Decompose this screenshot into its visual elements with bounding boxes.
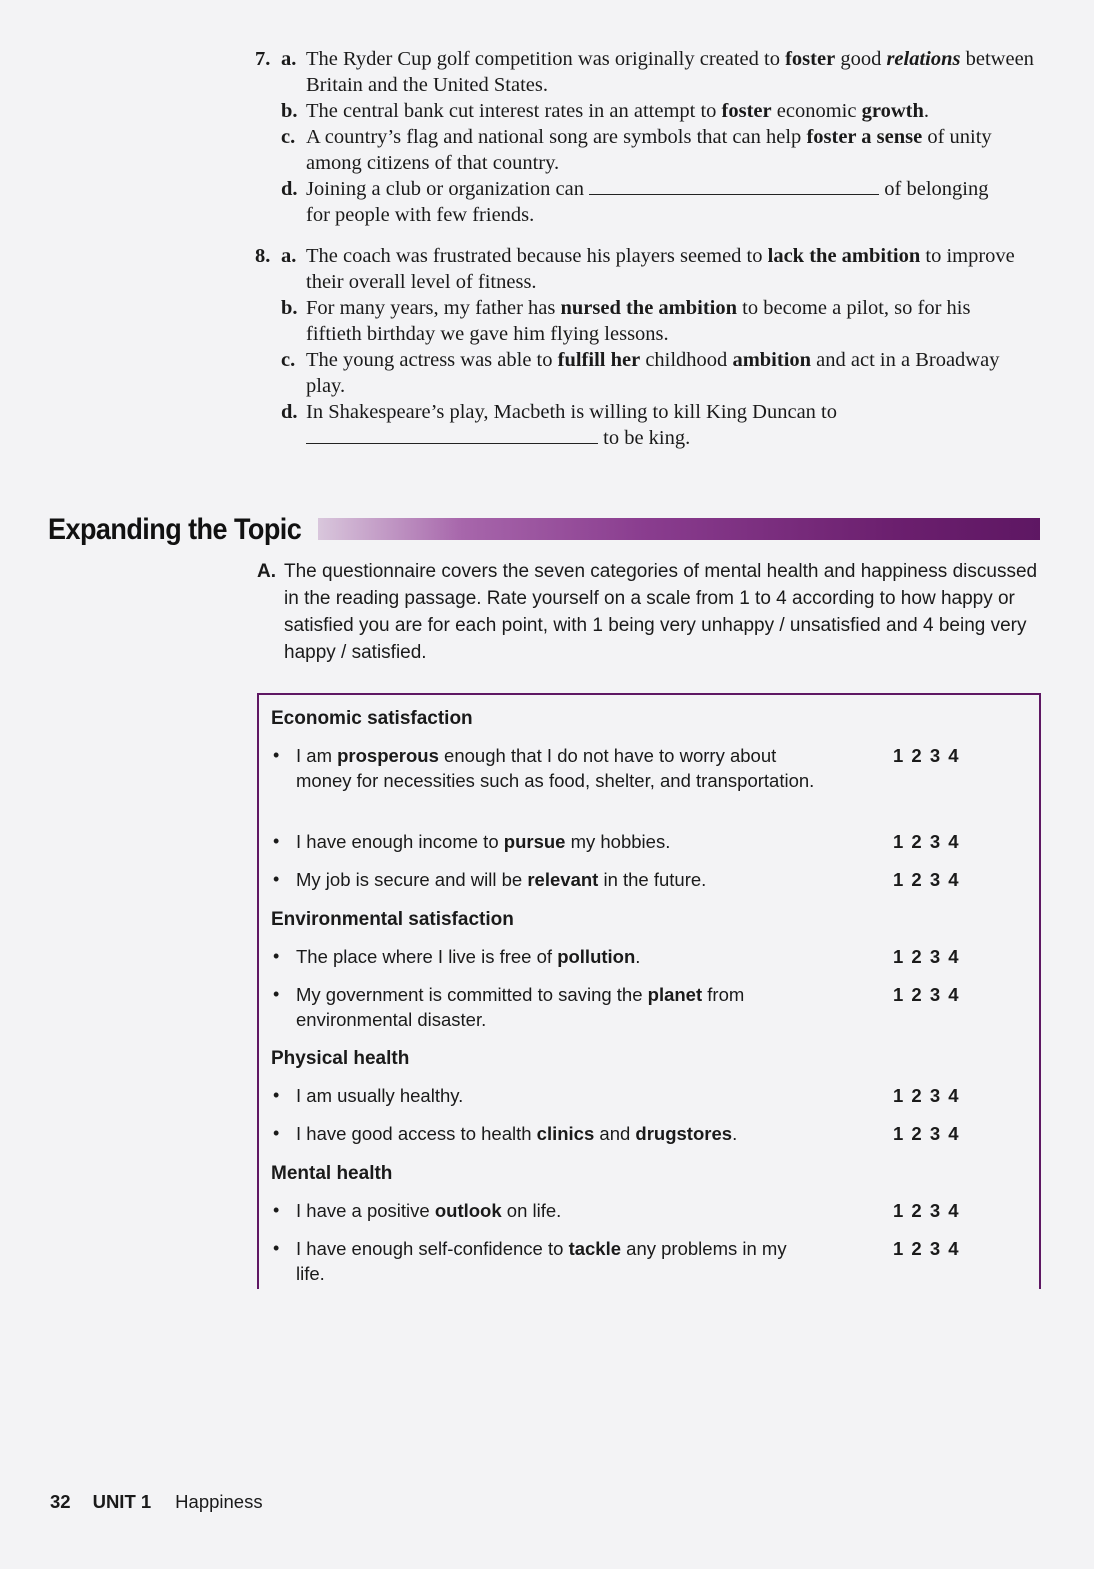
sentence-text: of belonging for people with few friends. bbox=[306, 178, 989, 226]
sentence-text: good bbox=[835, 48, 887, 70]
bullet-icon: • bbox=[273, 1238, 280, 1258]
bullet-icon: • bbox=[273, 831, 280, 851]
item-letter: a. bbox=[281, 245, 297, 267]
key-phrase: foster bbox=[721, 100, 772, 122]
rating-scale[interactable]: 1 2 3 4 bbox=[893, 946, 961, 967]
item-letter: b. bbox=[281, 100, 298, 122]
rating-scale[interactable]: 1 2 3 4 bbox=[893, 831, 961, 852]
item-letter: d. bbox=[281, 178, 298, 200]
category-title: Mental health bbox=[271, 1163, 393, 1184]
instruction-text: The questionnaire covers the seven categories of mental health and happiness discussed in the reading passage. Rate yourself on a scale from 1 to 4 according to how happy or satisfied you are for each point, with 1 being very unhappy / unsatisfied and 4 being very happy / satisfied. bbox=[284, 561, 1038, 663]
section-header bbox=[48, 510, 1043, 550]
key-phrase: growth bbox=[861, 100, 924, 122]
item-letter: d. bbox=[281, 401, 298, 423]
unit-topic: Happiness bbox=[175, 1491, 263, 1512]
sentence-text: Joining a club or organization can bbox=[306, 178, 590, 200]
sentence-text: In Shakespeare’s play, Macbeth is willing to kill King Duncan to bbox=[306, 401, 837, 423]
sentence-text: and act in a Broadway play. bbox=[306, 349, 1000, 397]
exercise-7a bbox=[255, 46, 1055, 98]
item-text: I have enough income to pursue my hobbies. bbox=[296, 831, 671, 852]
exercise-8d bbox=[255, 399, 1055, 451]
sentence-text: A country’s flag and national song are symbols that can help bbox=[306, 126, 807, 148]
key-phrase: lack the ambition bbox=[767, 245, 921, 267]
rating-scale[interactable]: 1 2 3 4 bbox=[893, 1238, 961, 1259]
sentence-text: For many years, my father has bbox=[306, 297, 561, 319]
bullet-icon: • bbox=[273, 869, 280, 889]
answer-blank[interactable] bbox=[589, 176, 879, 195]
sentence-text: The coach was frustrated because his players seemed to bbox=[306, 245, 768, 267]
rating-scale[interactable]: 1 2 3 4 bbox=[893, 1085, 961, 1106]
exercise-7c bbox=[255, 124, 1055, 176]
bullet-icon: • bbox=[273, 1123, 280, 1143]
item-text: I am usually healthy. bbox=[296, 1085, 464, 1106]
sentence-text: to become a pilot, so for his fiftieth birthday we gave him flying lessons. bbox=[306, 297, 971, 345]
bullet-icon: • bbox=[273, 984, 280, 1004]
exercise-8b bbox=[255, 295, 1055, 347]
section-title: Expanding the Topic bbox=[48, 513, 302, 546]
sentence-text: to be king. bbox=[598, 427, 691, 449]
item-letter: a. bbox=[281, 48, 297, 70]
item-text: I have a positive outlook on life. bbox=[296, 1200, 562, 1221]
bullet-icon: • bbox=[273, 1200, 280, 1220]
sentence-text: to improve their overall level of fitness. bbox=[306, 245, 1015, 293]
sentence-text: The central bank cut interest rates in an attempt to bbox=[306, 100, 722, 122]
category-title: Economic satisfaction bbox=[271, 708, 473, 729]
answer-blank[interactable] bbox=[306, 425, 598, 444]
key-phrase: relations bbox=[886, 48, 961, 70]
exercise-7d bbox=[255, 176, 1055, 228]
sentence-text: between Britain and the United States. bbox=[306, 48, 1034, 96]
rating-scale[interactable]: 1 2 3 4 bbox=[893, 869, 961, 890]
sentence-text: of unity among citizens of that country. bbox=[306, 126, 992, 174]
item-letter: c. bbox=[281, 349, 296, 371]
item-letter: b. bbox=[281, 297, 298, 319]
item-text: I have enough self-confidence to tackle any problems in my life. bbox=[296, 1238, 787, 1284]
rating-scale[interactable]: 1 2 3 4 bbox=[893, 1200, 961, 1221]
rating-scale[interactable]: 1 2 3 4 bbox=[893, 1123, 961, 1144]
item-text: I am prosperous enough that I do not have to worry about money for necessities such as food, shelter, and transportation. bbox=[296, 745, 815, 791]
exercise-number: 7. bbox=[255, 48, 271, 70]
category-title: Environmental satisfaction bbox=[271, 909, 514, 930]
unit-label: UNIT 1 bbox=[92, 1491, 152, 1512]
sentence-text: childhood bbox=[640, 349, 733, 371]
exercise-8 bbox=[255, 243, 1055, 451]
key-phrase: ambition bbox=[732, 349, 812, 371]
exercise-7b bbox=[255, 98, 1055, 124]
questionnaire bbox=[257, 693, 1041, 1289]
bullet-icon: • bbox=[273, 745, 280, 765]
page-number: 32 bbox=[50, 1491, 71, 1512]
rating-scale[interactable]: 1 2 3 4 bbox=[893, 984, 961, 1005]
exercise-8c bbox=[255, 347, 1055, 399]
page-footer bbox=[50, 1490, 263, 1514]
key-phrase: foster a sense bbox=[806, 126, 923, 148]
sentence-text: The young actress was able to bbox=[306, 349, 558, 371]
instruction-a bbox=[257, 558, 1047, 666]
exercise-number: 8. bbox=[255, 245, 271, 267]
instruction-label: A. bbox=[257, 561, 276, 582]
sentence-text: . bbox=[923, 100, 929, 122]
key-phrase: fulfill her bbox=[557, 349, 641, 371]
key-phrase: foster bbox=[785, 48, 836, 70]
item-text: The place where I live is free of pollution. bbox=[296, 946, 641, 967]
rating-scale[interactable]: 1 2 3 4 bbox=[893, 745, 961, 766]
item-text: I have good access to health clinics and drugstores. bbox=[296, 1123, 738, 1144]
sentence-text: economic bbox=[771, 100, 862, 122]
bullet-icon: • bbox=[273, 1085, 280, 1105]
item-text: My government is committed to saving the planet from environmental disaster. bbox=[296, 984, 745, 1030]
category-title: Physical health bbox=[271, 1048, 410, 1069]
exercise-7 bbox=[255, 46, 1055, 228]
key-phrase: nursed the ambition bbox=[560, 297, 738, 319]
exercise-8a bbox=[255, 243, 1055, 295]
bullet-icon: • bbox=[273, 946, 280, 966]
item-letter: c. bbox=[281, 126, 296, 148]
section-header-bar bbox=[318, 518, 1040, 540]
item-text: My job is secure and will be relevant in the future. bbox=[296, 869, 707, 890]
sentence-text: The Ryder Cup golf competition was originally created to bbox=[306, 48, 786, 70]
